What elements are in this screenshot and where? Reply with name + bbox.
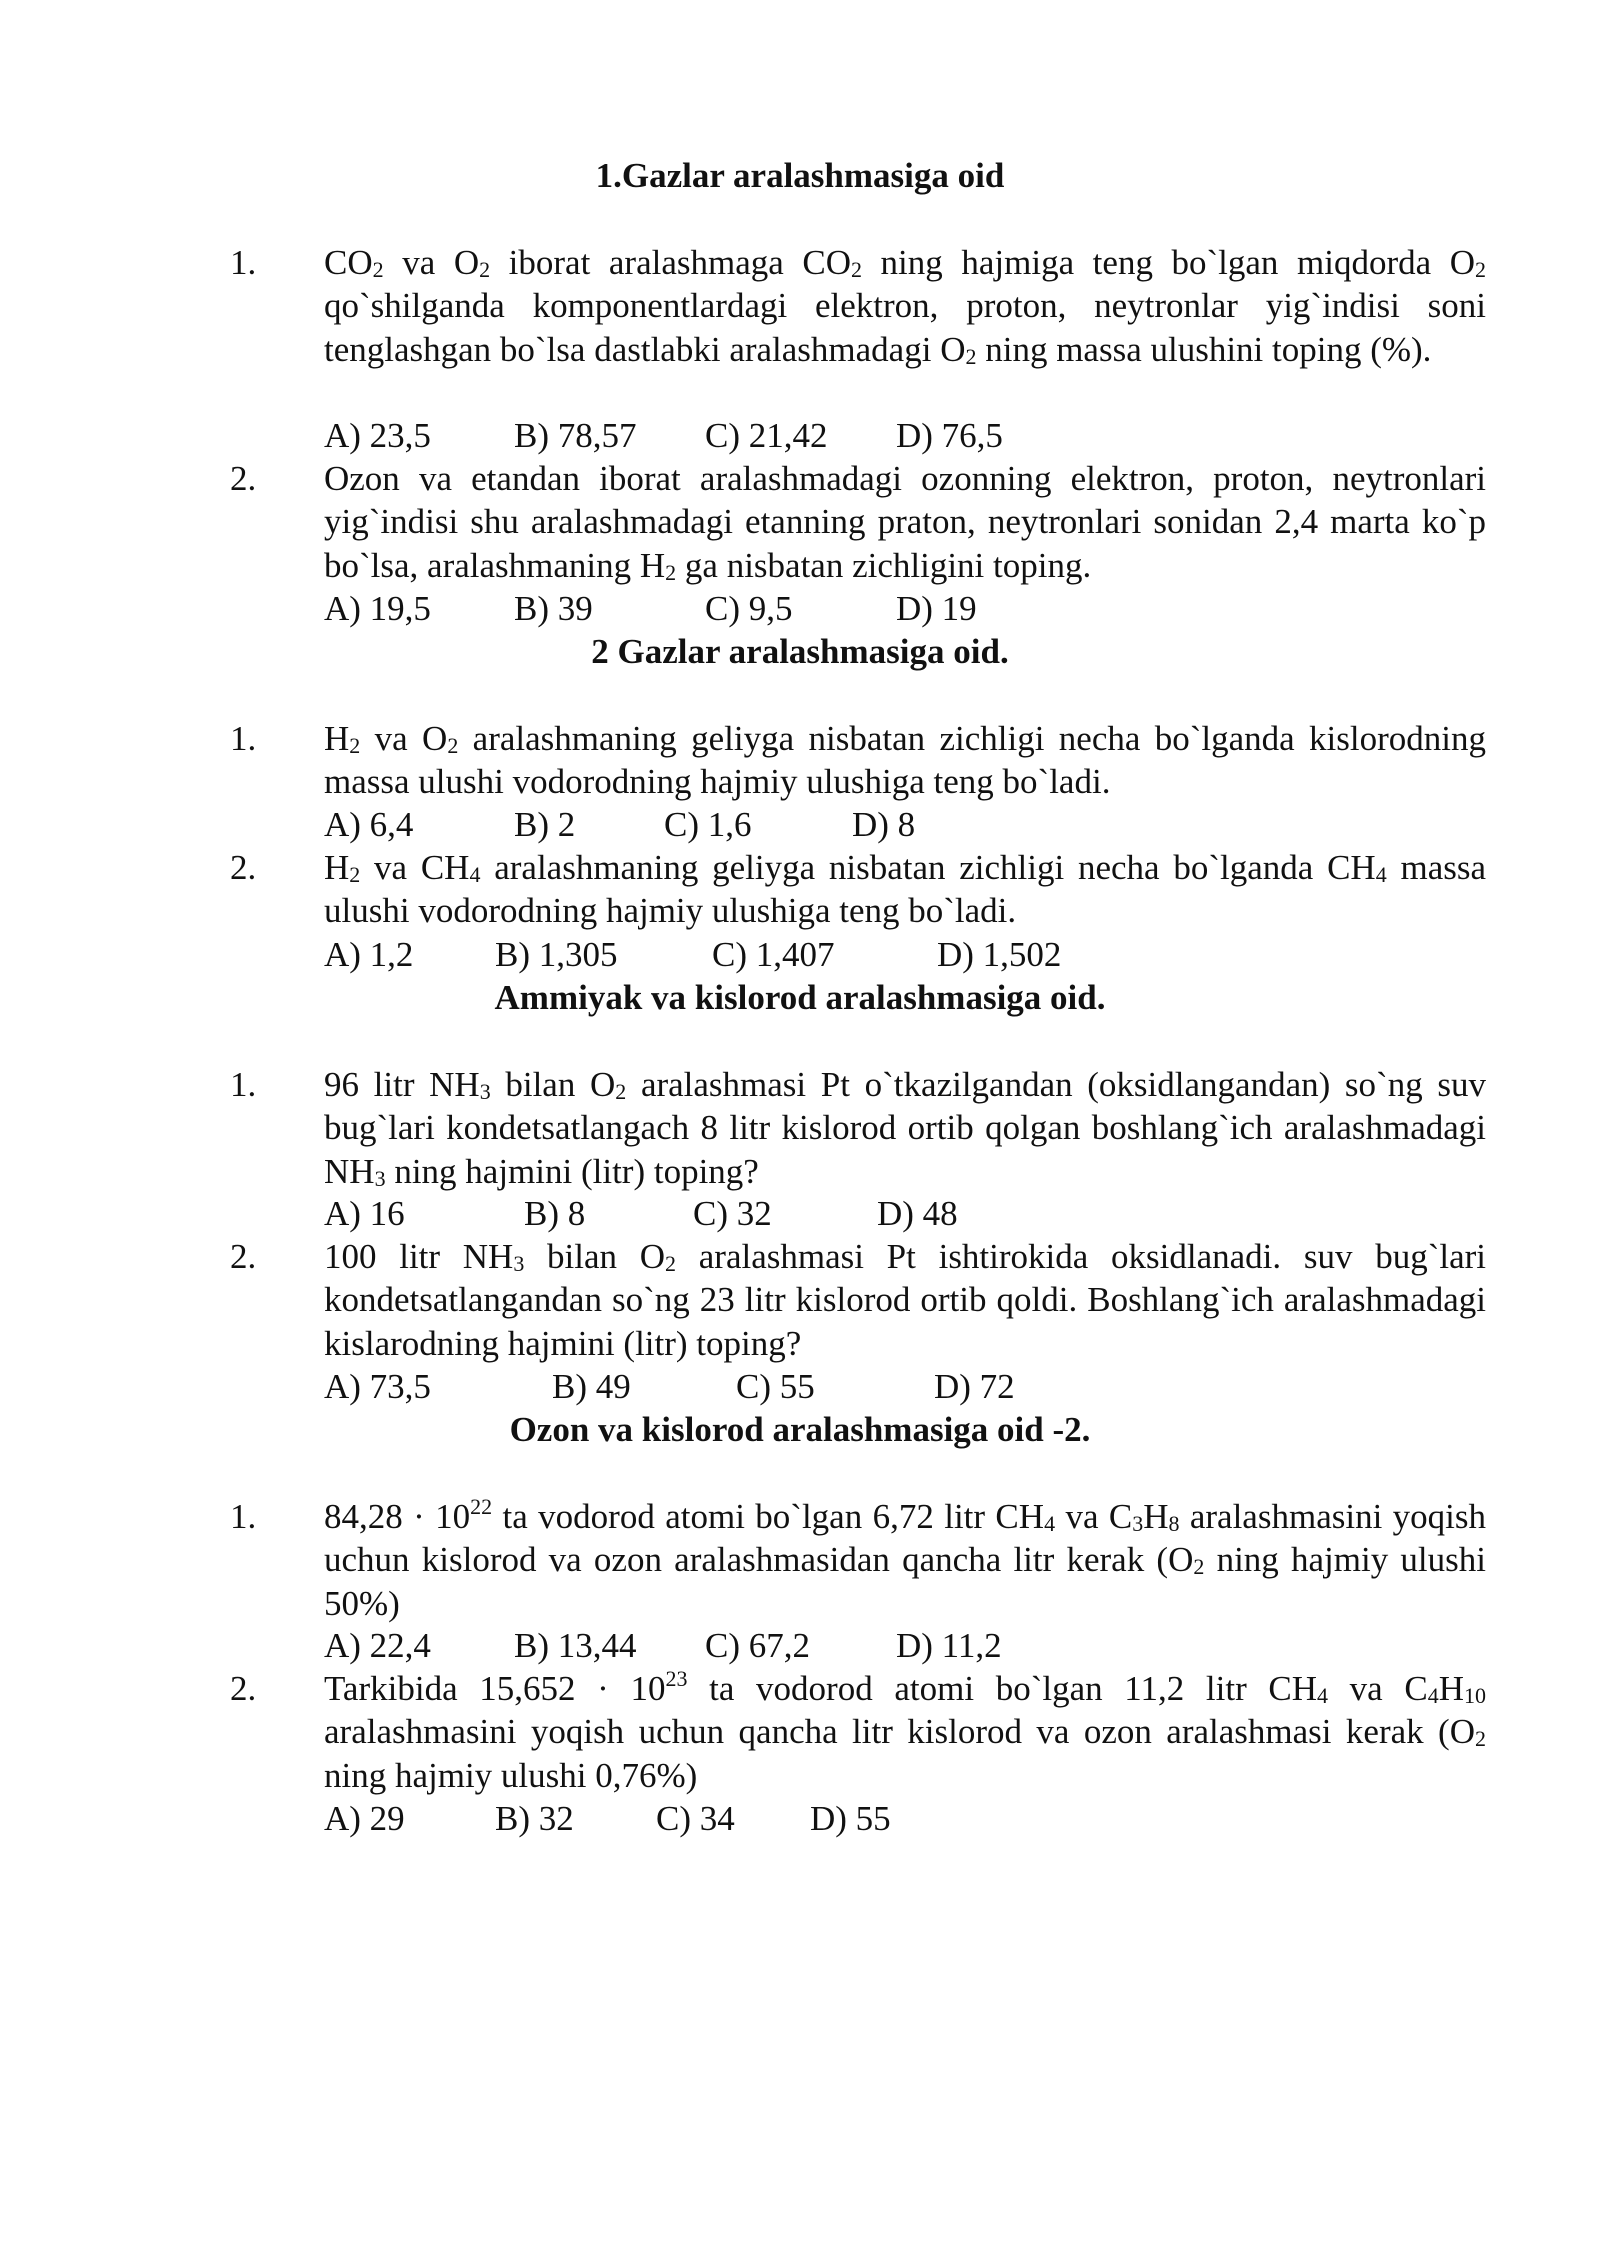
option-c: C) 32	[693, 1194, 772, 1233]
option-d: D) 48	[877, 1194, 958, 1233]
option-b: B) 1,305	[495, 935, 618, 974]
question-text: $H_2$ va $O_2$ aralashmaning geliyga nisbatan zichligi necha bo`lganda kislorodning massa ulushi vodorodning hajmiy ulushiga teng bo`ladi.	[324, 719, 1487, 802]
question-text: Ozon va etandan iborat aralashmadagi ozonning elektron, proton, neytronlari yig`indisi shu aralashmadagi etanning praton, neytronlari sonidan 2,4 marta ko`p bo`lsa, aralashmaning $H_2$ ga nisbatan zichligini toping.	[324, 459, 1486, 585]
option-a: A) 22,4	[324, 1626, 431, 1665]
option-c: C) 9,5	[705, 589, 793, 628]
option-b: B) 8	[524, 1194, 586, 1233]
option-d: D) 1,502	[937, 935, 1062, 974]
section-title: Ozon va kislorod aralashmasiga oid -2.	[509, 1410, 1091, 1449]
option-b: B) 13,44	[514, 1626, 637, 1665]
option-c: C) 34	[656, 1799, 735, 1838]
option-d: D) 72	[934, 1367, 1015, 1406]
option-c: C) 55	[736, 1367, 815, 1406]
option-a: A) 6,4	[324, 805, 414, 844]
option-a: A) 1,2	[324, 935, 414, 974]
question-number: 2.	[230, 1237, 257, 1276]
section-title: 2 Gazlar aralashmasiga oid.	[591, 632, 1009, 671]
option-a: A) 29	[324, 1799, 405, 1838]
question-number: 2.	[230, 459, 257, 498]
option-d: D) 19	[896, 589, 977, 628]
option-a: A) 23,5	[324, 416, 431, 455]
question-text: $CO_2$ va $O_2$ iborat aralashmaga $CO_2$ ning hajmiga teng bo`lgan miqdorda $O_2$ qo`shilganda komponentlardagi elektron, proton, neytronlar yig`indisi soni tenglashgan bo`lsa dastlabki aralashmadagi $O_2$ ning massa ulushini toping (%).	[324, 243, 1486, 369]
option-d: D) 76,5	[896, 416, 1003, 455]
option-a: A) 19,5	[324, 589, 431, 628]
question-text: 100 litr $NH_3$ bilan $O_2$ aralashmasi Pt ishtirokida oksidlanadi. suv bug`lari kondetsatlangandan so`ng 23 litr kislorod ortib qoldi. Boshlang`ich aralashmadagi kislarodning hajmini (litr) toping?	[324, 1237, 1486, 1363]
option-b: B) 39	[514, 589, 593, 628]
option-d: D) 8	[852, 805, 916, 844]
question-text: Tarkibida $15,652 \cdot 10^{23}$ ta vodorod atomi bo`lgan 11,2 litr $CH_4$ va $C_4H_{10}$ aralashmasini yoqish uchun qancha litr kislorod va ozon aralashmasi kerak ($O_2$ ning hajmiy ulushi 0,76%)	[324, 1666, 1486, 1795]
option-b: B) 78,57	[514, 416, 637, 455]
question-text: $84,28 \cdot 10^{22}$ ta vodorod atomi bo`lgan 6,72 litr $CH_4$ va $C_3H_8$ aralashmasini yoqish uchun kislorod va ozon aralashmasidan qancha litr kerak ($O_2$ ning hajmiy ulushi 50%)	[324, 1494, 1487, 1623]
option-a: A) 73,5	[324, 1367, 431, 1406]
option-b: B) 2	[514, 805, 576, 844]
question-number: 1.	[230, 1497, 257, 1536]
question-number: 2.	[230, 1669, 257, 1708]
section-title: 1.Gazlar aralashmasiga oid	[595, 156, 1005, 195]
option-a: A) 16	[324, 1194, 405, 1233]
option-c: C) 67,2	[705, 1626, 810, 1665]
question-number: 1.	[230, 1065, 257, 1104]
option-b: B) 32	[495, 1799, 574, 1838]
question-number: 1.	[230, 719, 257, 758]
option-b: B) 49	[552, 1367, 631, 1406]
option-d: D) 11,2	[896, 1626, 1002, 1665]
question-text: 96 litr $NH_3$ bilan $O_2$ aralashmasi Pt o`tkazilgandan (oksidlangandan) so`ng suv bug`lari kondetsatlangach 8 litr kislorod ortib qolgan boshlang`ich aralashmadagi $NH_3$ ning hajmini (litr) toping?	[324, 1065, 1486, 1191]
question-number: 1.	[230, 243, 257, 282]
option-c: C) 1,407	[712, 935, 835, 974]
option-c: C) 21,42	[705, 416, 828, 455]
question-text: $H_2$ va $CH_4$ aralashmaning geliyga nisbatan zichligi necha bo`lganda $CH_4$ massa ulushi vodorodning hajmiy ulushiga teng bo`ladi.	[324, 848, 1487, 931]
option-c: C) 1,6	[664, 805, 752, 844]
section-title: Ammiyak va kislorod aralashmasiga oid.	[494, 978, 1106, 1017]
option-d: D) 55	[810, 1799, 891, 1838]
question-number: 2.	[230, 848, 257, 887]
